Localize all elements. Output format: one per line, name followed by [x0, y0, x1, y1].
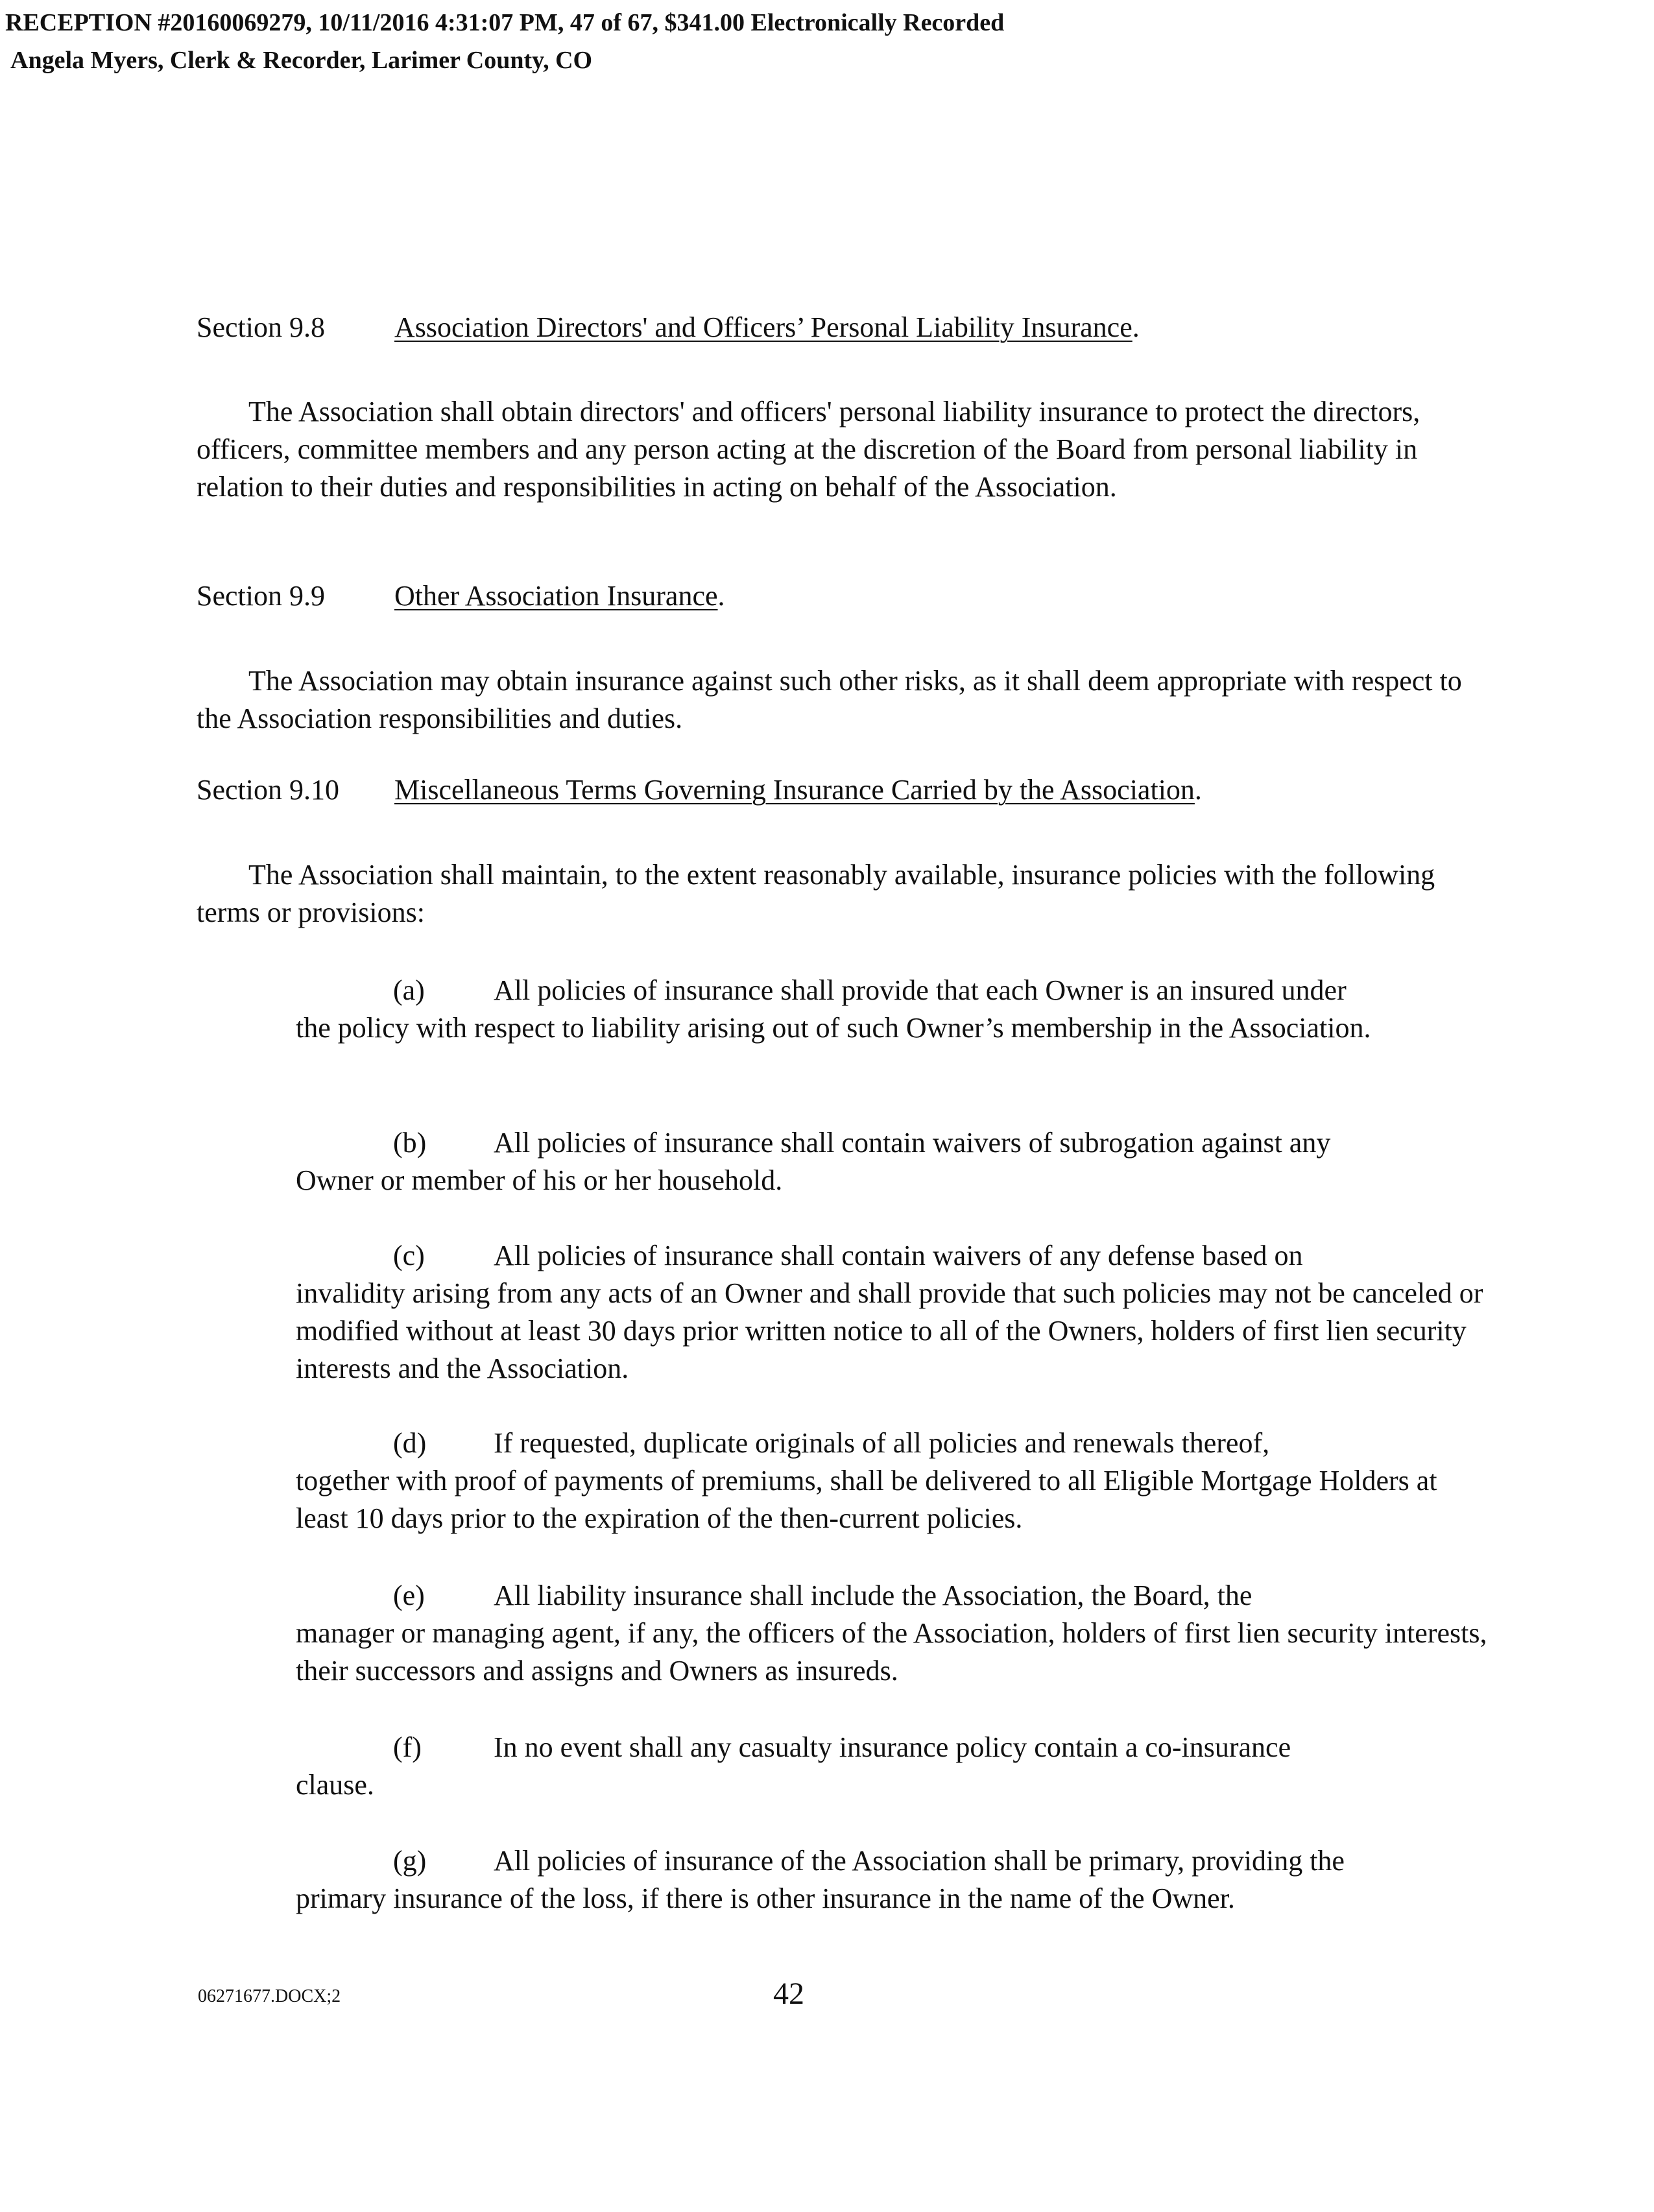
section-number: Section 9.8 — [197, 311, 325, 343]
section-number: Section 9.10 — [197, 774, 339, 806]
item-label: (a) — [393, 974, 425, 1006]
item-first-line: In no event shall any casualty insurance policy contain a co-insurance — [494, 1731, 1291, 1763]
section-heading: Section 9.8 Association Directors' and Officers’ Personal Liability Insurance. — [197, 309, 1140, 346]
list-item — [296, 1237, 1496, 1388]
item-first-line: All policies of insurance shall contain waivers of subrogation against any — [494, 1127, 1331, 1159]
item-continuation: clause. — [296, 1769, 374, 1801]
list-item — [296, 1577, 1496, 1690]
recording-stamp-line1: RECEPTION #20160069279, 10/11/2016 4:31:07 PM, 47 of 67, $341.00 Electronically Recorded — [5, 9, 1005, 36]
document-id: 06271677.DOCX;2 — [198, 1986, 341, 2006]
section-paragraph: The Association shall obtain directors' and officers' personal liability insurance to protect the directors, officers, committee members and any person acting at the discretion of the Board from personal liability in relation to their duties and responsibilities in acting on behalf of the Association. — [197, 396, 1420, 503]
section-heading: Section 9.9 Other Association Insurance. — [197, 577, 725, 615]
item-label: (e) — [393, 1580, 425, 1611]
item-first-line: All liability insurance shall include the Association, the Board, the — [494, 1580, 1252, 1611]
item-label: (d) — [393, 1427, 427, 1459]
item-continuation: the policy with respect to liability arising out of such Owner’s membership in the Association. — [296, 1012, 1371, 1044]
item-continuation: invalidity arising from any acts of an Owner and shall provide that such policies may not be canceled or modified without at least 30 days prior written notice to all of the Owners, holders of first lien security interests and the Association. — [296, 1277, 1483, 1384]
section-paragraph: The Association may obtain insurance against such other risks, as it shall deem appropriate with respect to the Association responsibilities and duties. — [197, 665, 1462, 734]
item-continuation: together with proof of payments of premiums, shall be delivered to all Eligible Mortgage Holders at least 10 days prior to the expiration of the then-current policies. — [296, 1465, 1437, 1534]
section-heading: Section 9.10 Miscellaneous Terms Governing Insurance Carried by the Association. — [197, 771, 1202, 809]
section-title: Other Association Insurance — [394, 580, 718, 612]
list-item — [296, 1842, 1496, 1917]
item-first-line: All policies of insurance shall provide that each Owner is an insured under — [494, 974, 1347, 1006]
section-paragraph: The Association shall maintain, to the extent reasonably available, insurance policies with the following terms or provisions: — [197, 859, 1435, 928]
list-item — [296, 1425, 1496, 1537]
section-title: Association Directors' and Officers’ Personal Liability Insurance — [394, 311, 1133, 343]
item-first-line: All policies of insurance of the Association shall be primary, providing the — [494, 1845, 1345, 1877]
item-first-line: If requested, duplicate originals of all policies and renewals thereof, — [494, 1427, 1270, 1459]
item-label: (b) — [393, 1127, 427, 1159]
list-item — [296, 1729, 1496, 1804]
item-continuation: primary insurance of the loss, if there is other insurance in the name of the Owner. — [296, 1882, 1235, 1914]
list-item — [296, 1124, 1496, 1199]
item-continuation: manager or managing agent, if any, the officers of the Association, holders of first lien security interests, their successors and assigns and Owners as insureds. — [296, 1617, 1487, 1687]
item-first-line: All policies of insurance shall contain waivers of any defense based on — [494, 1240, 1303, 1271]
list-item — [296, 972, 1496, 1047]
item-label: (c) — [393, 1240, 425, 1271]
recording-stamp — [5, 4, 1004, 79]
item-continuation: Owner or member of his or her household. — [296, 1164, 783, 1196]
section-title: Miscellaneous Terms Governing Insurance Carried by the Association — [394, 774, 1195, 806]
section-number: Section 9.9 — [197, 580, 325, 612]
recording-stamp-line2: Angela Myers, Clerk & Recorder, Larimer County, CO — [10, 47, 593, 74]
item-label: (g) — [393, 1845, 427, 1877]
page-number: 42 — [773, 1977, 804, 2011]
item-label: (f) — [393, 1731, 422, 1763]
